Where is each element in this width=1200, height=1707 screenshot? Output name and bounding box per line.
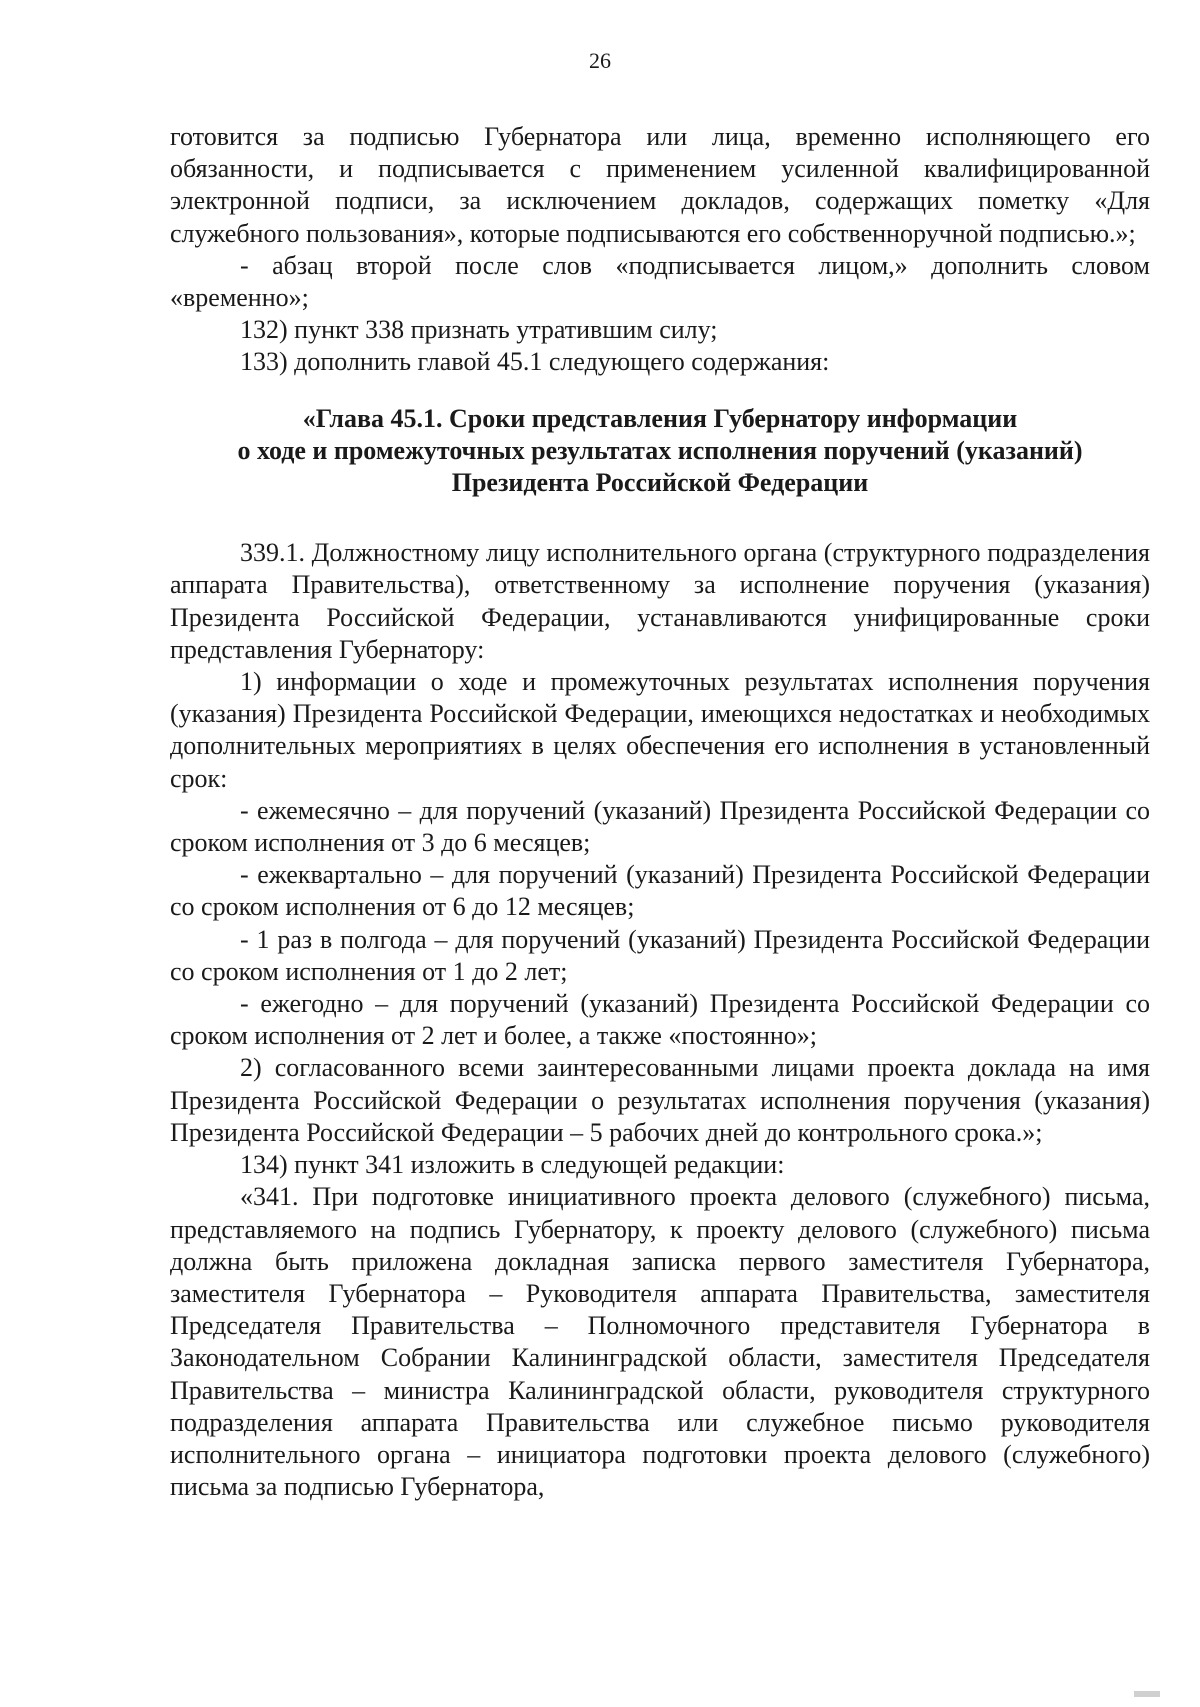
- paragraph: 1) информации о ходе и промежуточных результатах исполнения поручения (указания) Президента Российской Федерации, имеющихся недостатках и необходимых дополнительных мероприятиях в целях обеспечения его исполнения в установленный срок:: [170, 667, 1150, 793]
- list-item: - 1 раз в полгода – для поручений (указаний) Президента Российской Федерации со сроком исполнения от 1 до 2 лет;: [170, 924, 1150, 986]
- document-body: [170, 121, 1150, 1503]
- paragraph: 2) согласованного всеми заинтересованными лицами проекта доклада на имя Президента Российской Федерации о результатах исполнения поручения (указания) Президента Российской Федерации – 5 рабочих дней до контрольного срока.»;: [170, 1053, 1150, 1147]
- list-item: - ежегодно – для поручений (указаний) Президента Российской Федерации со сроком исполнения от 2 лет и более, а также «постоянно»;: [170, 989, 1150, 1051]
- scan-artifact: [1134, 1691, 1160, 1697]
- paragraph: - абзац второй после слов «подписывается лицом,» дополнить словом «временно»;: [170, 250, 1150, 313]
- page-number: 26: [589, 48, 611, 73]
- chapter-heading-line: «Глава 45.1. Сроки представления Губернатору информации: [302, 403, 1018, 433]
- chapter-heading-line: Президента Российской Федерации: [451, 468, 869, 498]
- paragraph: 132) пункт 338 признать утратившим силу;: [240, 315, 718, 345]
- chapter-heading-line: о ходе и промежуточных результатах исполнения поручений (указаний): [237, 435, 1083, 465]
- paragraph: 133) дополнить главой 45.1 следующего содержания:: [240, 347, 830, 377]
- paragraph: готовится за подписью Губернатора или лица, временно исполняющего его обязанности, и подписывается с применением усиленной квалифицированной электронной подписи, за исключением докладов, содержащих пометку «Для служебного пользования», которые подписываются его собственноручной подписью.»;: [170, 122, 1150, 248]
- paragraph: 339.1. Должностному лицу исполнительного органа (структурного подразделения аппарата Правительства), ответственному за исполнение поручения (указания) Президента Российской Федерации, устанавливаются унифицированные сроки представления Губернатору:: [170, 538, 1150, 664]
- paragraph: 134) пункт 341 изложить в следующей редакции:: [240, 1150, 785, 1180]
- list-item: - ежеквартально – для поручений (указаний) Президента Российской Федерации со сроком исполнения от 6 до 12 месяцев;: [170, 860, 1150, 922]
- chapter-heading: [170, 403, 1150, 500]
- list-item: - ежемесячно – для поручений (указаний) Президента Российской Федерации со сроком исполнения от 3 до 6 месяцев;: [170, 795, 1150, 858]
- paragraph: «341. При подготовке инициативного проекта делового (служебного) письма, представляемого на подпись Губернатору, к проекту делового (служебного) письма должна быть приложена докладная записка первого заместителя Губернатора, заместителя Губернатора – Руководителя аппарата Правительства, заместителя Председателя Правительства – Полномочного представителя Губернатора в Законодательном Собрании Калининградской области, заместителя Председателя Правительства – министра Калининградской области, руководителя структурного подразделения аппарата Правительства или служебное письмо руководителя исполнительного органа – инициатора подготовки проекта делового (служебного) письма за подписью Губернатора,: [170, 1182, 1150, 1502]
